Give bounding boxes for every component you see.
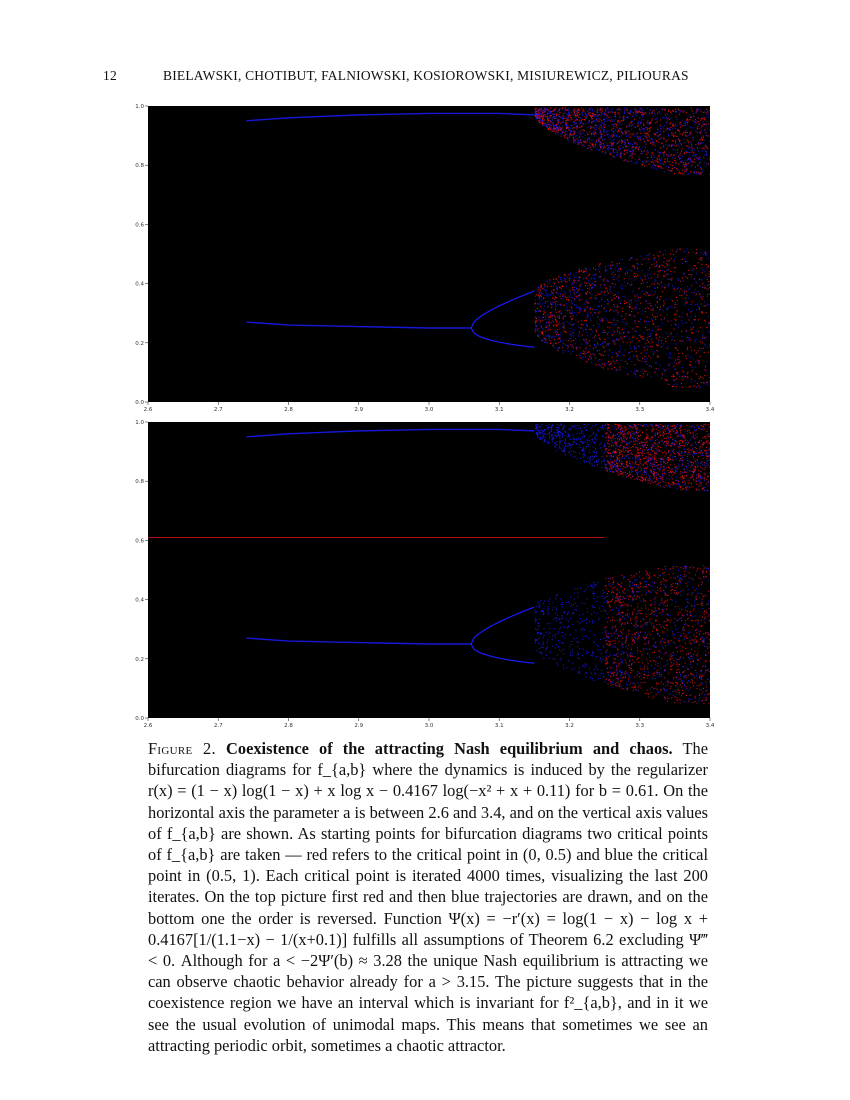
x-tick-label: 3.0 — [424, 407, 434, 413]
plot-background — [148, 106, 710, 402]
x-tick-label: 2.8 — [284, 723, 293, 729]
figure-caption — [148, 738, 708, 1056]
page-number: 12 — [103, 68, 117, 83]
x-tick-label: 3.1 — [494, 723, 504, 729]
bifurcation-plot-bottom — [128, 416, 718, 736]
y-tick-label: 0.2 — [135, 656, 144, 663]
bifurcation-diagram-bottom — [128, 416, 718, 736]
x-tick-label: 2.9 — [354, 407, 364, 413]
x-tick-label: 3.1 — [494, 407, 504, 413]
y-tick-label: 1.0 — [135, 104, 144, 110]
figure-title: Coexistence of the attracting Nash equilibrium and chaos. — [226, 739, 673, 758]
x-tick-label: 3.2 — [565, 723, 574, 729]
x-tick-label: 2.9 — [354, 723, 364, 729]
y-tick-label: 0.0 — [135, 716, 144, 722]
x-tick-label: 3.3 — [635, 407, 645, 413]
x-tick-label: 3.3 — [635, 723, 645, 729]
running-head — [0, 68, 850, 88]
x-tick-label: 2.7 — [213, 723, 223, 729]
y-tick-label: 0.6 — [135, 538, 144, 545]
y-tick-label: 0.8 — [135, 163, 144, 170]
x-tick-label: 3.4 — [705, 407, 715, 413]
y-tick-label: 0.4 — [135, 281, 144, 288]
y-tick-label: 0.4 — [135, 597, 144, 604]
bifurcation-plot-top — [128, 100, 718, 420]
x-tick-label: 2.7 — [213, 407, 223, 413]
x-tick-label: 3.0 — [424, 723, 434, 729]
x-tick-label: 3.2 — [565, 407, 574, 413]
bifurcation-diagram-top — [128, 100, 718, 420]
x-tick-label: 2.6 — [143, 723, 153, 729]
y-tick-label: 0.2 — [135, 340, 144, 347]
y-tick-label: 0.8 — [135, 479, 144, 486]
y-tick-label: 0.6 — [135, 222, 144, 229]
x-tick-label: 3.4 — [705, 723, 715, 729]
figure-caption-body: The bifurcation diagrams for f_{a,b} where the dynamics is induced by the regularizer r(x) = (1 − x) log(1 − x) + x log x − 0.4167 log(−x² + x + 0.11) for b = 0.61. On the horizontal axis the parameter a is between 2.6 and 3.4, and on the vertical axis values of f_{a,b} are shown. As starting points for bifurcation diagrams two critical points of f_{a,b} are taken — red refers to the critical point in (0, 0.5) and blue the critical point in (0.5, 1). Each critical point is iterated 4000 times, visualizing the last 200 iterates. On the top picture first red and then blue trajectories are drawn, and on the bottom one the order is reversed. Function Ψ(x) = −r′(x) = log(1 − x) − log x + 0.4167[1/(1.1−x) − 1/(x+0.1)] fulfills all assumptions of Theorem 6.2 excluding Ψ‴ < 0. Although for a < −2Ψ′(b) ≈ 3.28 the unique Nash equilibrium is attracting we can observe chaotic behavior already for a > 3.15. The picture suggests that in the coexistence region we have an interval which is invariant for f²_{a,b}, and in it we see the usual evolution of unimodal maps. This means that sometimes we see an attracting periodic orbit, sometimes a chaotic attractor. — [148, 739, 708, 1055]
x-tick-label: 2.6 — [143, 407, 153, 413]
y-tick-label: 1.0 — [135, 420, 144, 426]
figure-label: Figure 2. — [148, 739, 216, 758]
author-list: BIELAWSKI, CHOTIBUT, FALNIOWSKI, KOSIOROWSKI, MISIUREWICZ, PILIOURAS — [163, 68, 689, 83]
x-tick-label: 2.8 — [284, 407, 293, 413]
y-tick-label: 0.0 — [135, 400, 144, 406]
